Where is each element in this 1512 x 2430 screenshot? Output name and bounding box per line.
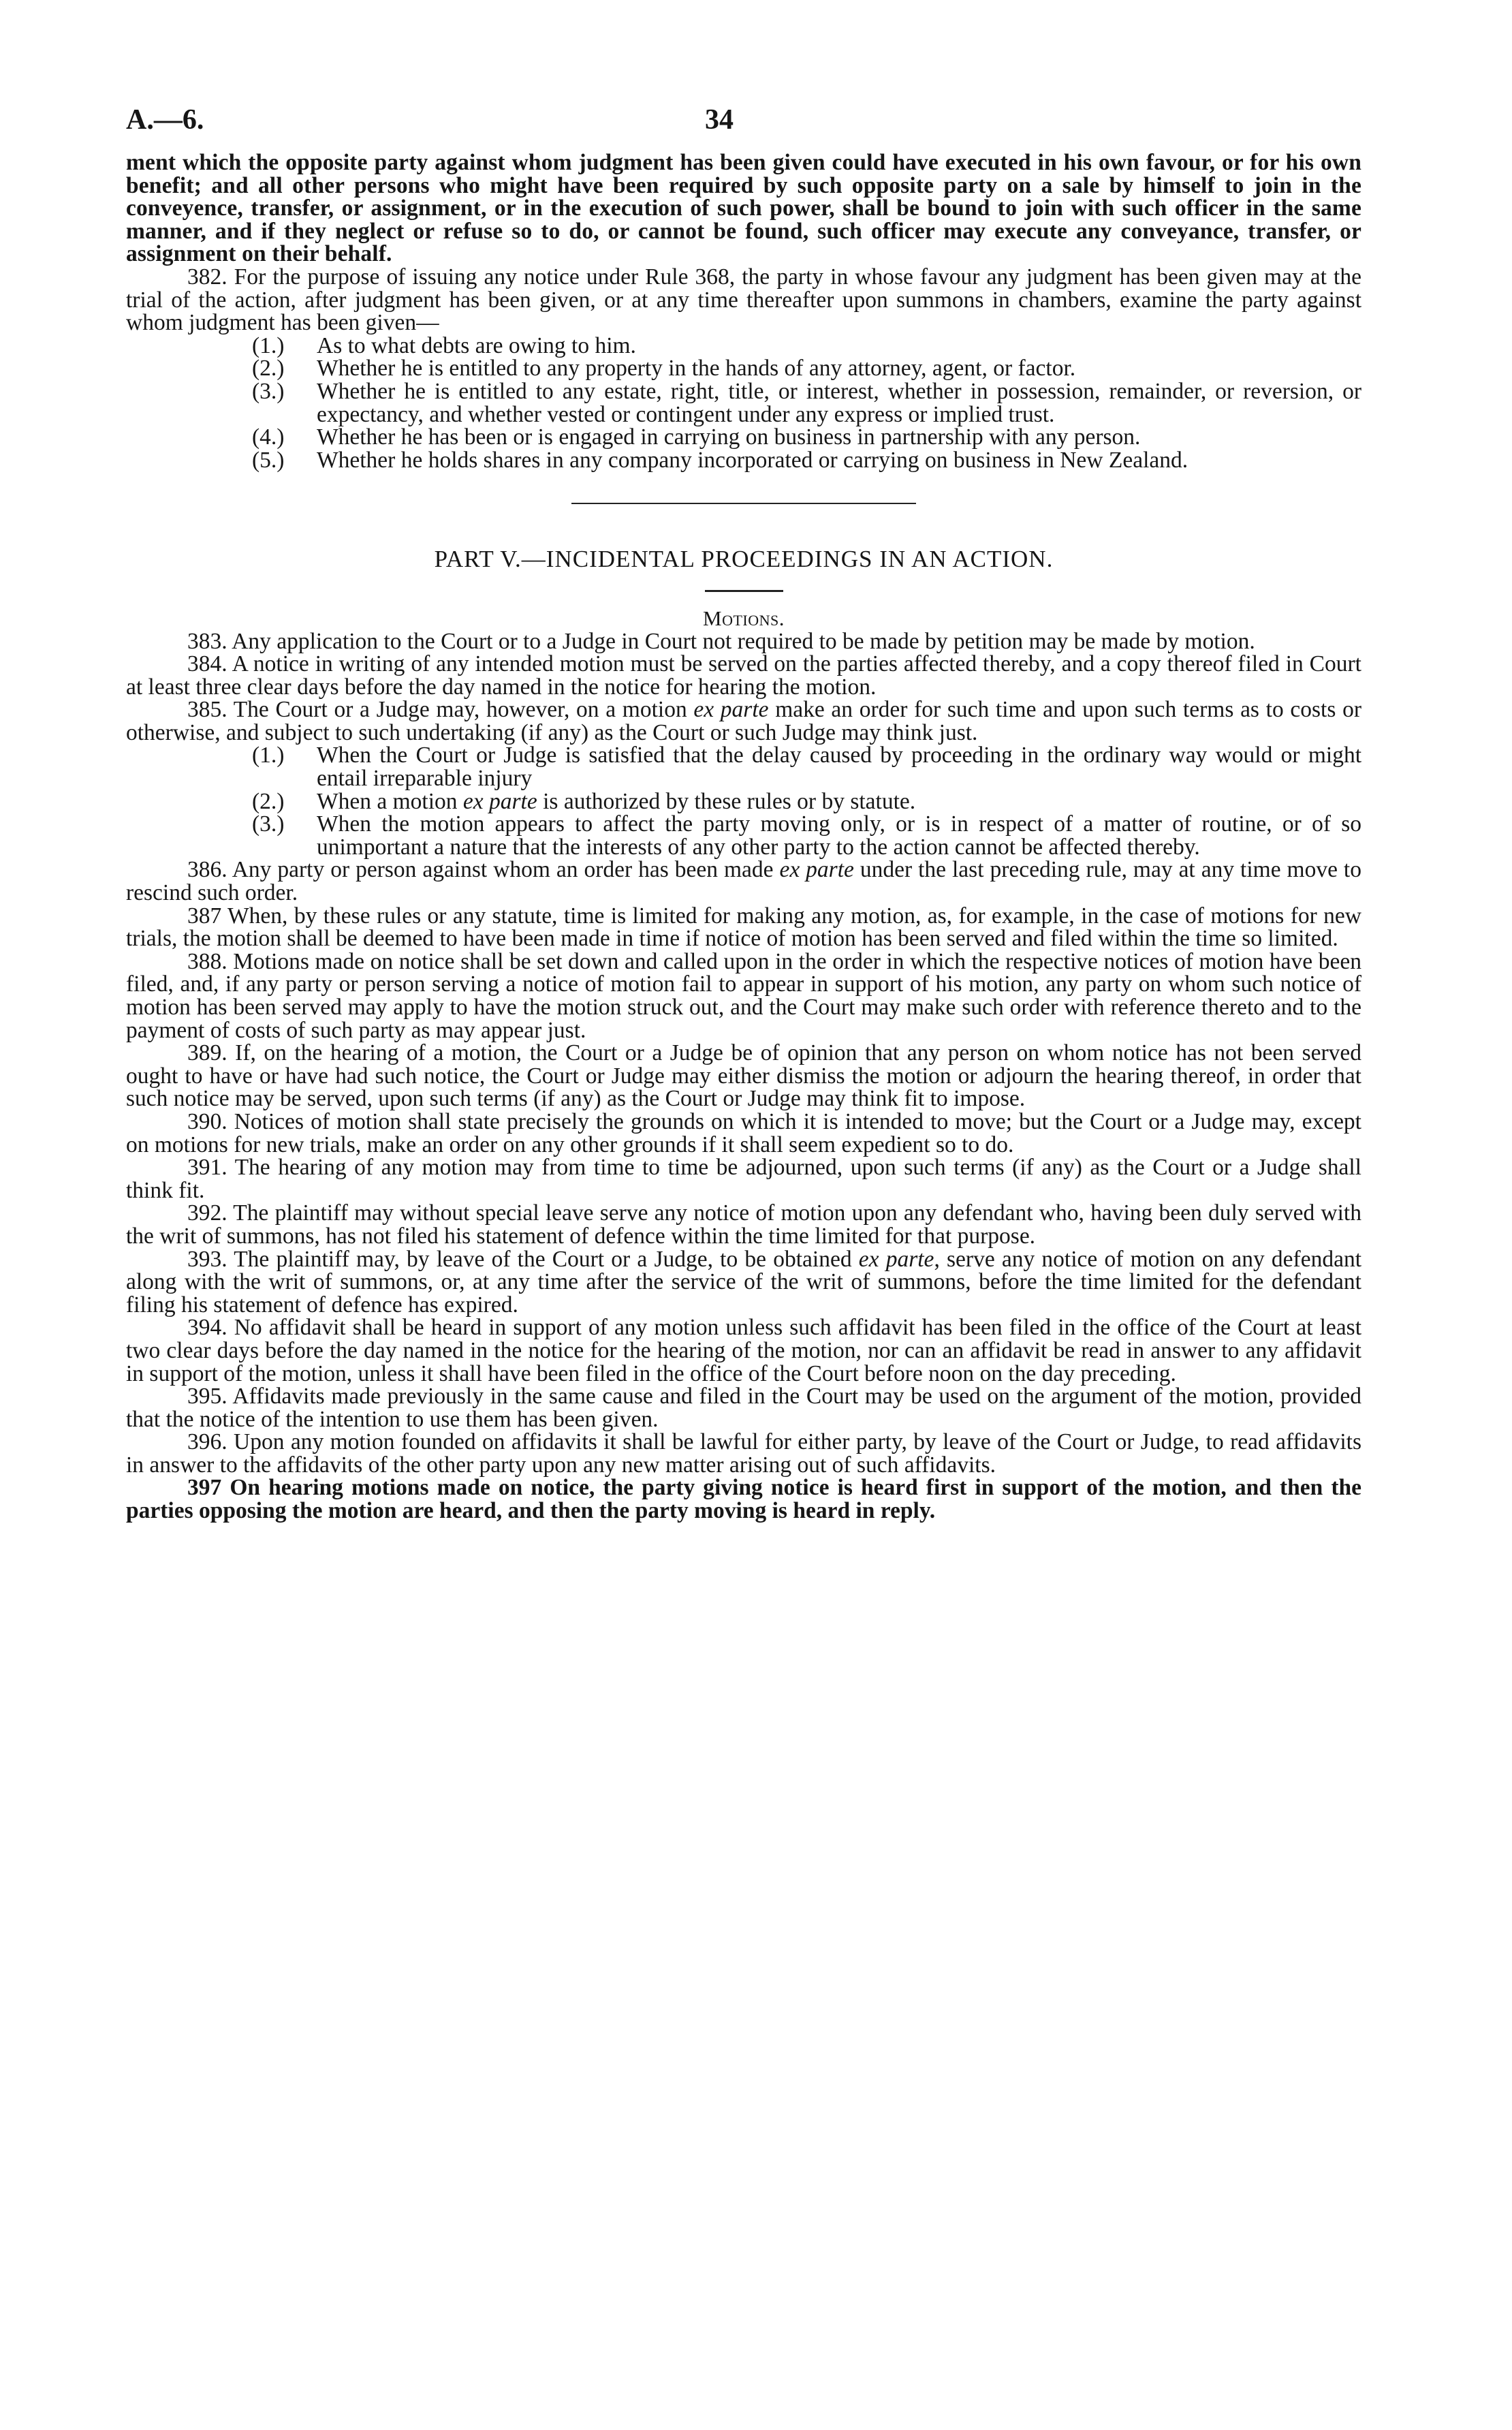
item-number: (4.) <box>252 424 285 450</box>
page-body <box>126 151 1361 1523</box>
page-header <box>0 104 1512 144</box>
item-text: Whether he has been or is engaged in carrying on business in partnership with any person. <box>317 424 1141 450</box>
rule-390: 390. Notices of motion shall state precisely the grounds on which it is intended to move; but the Court or a Judge may, except on motions for new trials, make an order on any other grounds if it shall seem expedient so to do. <box>126 1108 1361 1157</box>
rule-385-item-3 <box>126 813 1361 858</box>
rule-385-item-1 <box>126 744 1361 790</box>
part-heading: PART V.—INCIDENTAL PROCEEDINGS IN AN ACTION. <box>434 546 1054 573</box>
rule-396: 396. Upon any motion founded on affidavits it shall be lawful for either party, by leave of the Court or Judge, to read affidavits in answer to the affidavits of the other party upon any new matter arising out of such affidavits. <box>126 1429 1361 1478</box>
rule-397: 397 On hearing motions made on notice, the party giving notice is heard first in support of the motion, and then the parties opposing the motion are heard, and then the party moving is heard in reply. <box>126 1475 1361 1524</box>
rule-394: 394. No affidavit shall be heard in support of any motion unless such affidavit has been filed in the office of the Court at least two clear days before the day named in the notice for the hearing of the motion, nor can an affidavit be read in answer to any affidavit in support of the motion, unless it shall have been filed in the office of the Court before noon on the day preceding. <box>126 1315 1361 1386</box>
section-heading: Motions. <box>703 606 785 630</box>
item-text: When the motion appears to affect the party moving only, or is in respect of a matter of routine, or of so unimportant a nature that the interests of any other party to the action cannot be affected thereby. <box>317 811 1361 860</box>
item-text: When the Court or Judge is satisfied that the delay caused by proceeding in the ordinary way would or might entail irreparable injury <box>317 743 1361 792</box>
italic-phrase: ex parte <box>462 788 537 814</box>
rule-392: 392. The plaintiff may without special leave serve any notice of motion upon any defendant who, having been duly served with the writ of summons, has not filed his statement of defence within the time limited for that purpose. <box>126 1200 1361 1249</box>
rule-385: 385. The Court or a Judge may, however, on a motion ex parte make an order for such time and upon such terms as to costs or otherwise, and subject to such undertaking (if any) as the Court or such Judge may think just. <box>126 697 1361 745</box>
rule-382-item-1 <box>126 334 1361 358</box>
page-number: 34 <box>705 104 734 136</box>
item-number: (5.) <box>252 447 285 473</box>
item-number: (1.) <box>252 743 285 768</box>
italic-phrase: ex parte <box>858 1246 934 1272</box>
italic-phrase: ex parte <box>779 857 854 883</box>
rule-386: 386. Any party or person against whom an order has been made ex parte under the last preceding rule, may at any time move to rescind such order. <box>126 857 1361 906</box>
rule-395: 395. Affidavits made previously in the same cause and filed in the Court may be used on the argument of the motion, provided that the notice of the intention to use them has been given. <box>126 1384 1361 1432</box>
item-text: Whether he holds shares in any company incorporated or carrying on business in New Zealand. <box>317 447 1188 473</box>
item-number: (2.) <box>252 356 285 381</box>
rule-389: 389. If, on the hearing of a motion, the Court or a Judge be of opinion that any person on whom notice has not been served ought to have or have had such notice, the Court or Judge may either dismiss the motion or adjourn the hearing thereof, in order that such notice may be served, upon such terms (if any) as the Court or Judge may think fit to impose. <box>126 1040 1361 1112</box>
heading-divider <box>705 590 783 592</box>
rule-382-item-3 <box>126 380 1361 426</box>
rule-382-item-2 <box>126 357 1361 380</box>
item-number: (3.) <box>252 811 285 837</box>
rule-382-item-5 <box>126 449 1361 472</box>
rule-385-item-2: (2.) When a motion ex parte is authorized by these rules or by statute. <box>252 788 916 814</box>
document-reference: A.—6. <box>126 104 204 136</box>
rule-388: 388. Motions made on notice shall be set down and called upon in the order in which the respective notices of motion have been filed, and, if any party or person serving a notice of motion fail to appear in support of his motion, any party on whom such notice of motion has been served may apply to have the motion struck out, and the Court may make such order with reference thereto and to the payment of costs of such party as may appear just. <box>126 948 1361 1043</box>
section-divider <box>571 503 916 504</box>
item-number: (1.) <box>252 332 285 358</box>
rule-393: 393. The plaintiff may, by leave of the Court or a Judge, to be obtained ex parte, serve any notice of motion on any defendant along with the writ of summons, or, at any time after the service of the writ of summons, before the time limited for the defendant filing his statement of defence has expired. <box>126 1246 1362 1318</box>
italic-phrase: ex parte <box>693 697 769 723</box>
item-number: (3.) <box>252 378 285 404</box>
item-text: Whether he is entitled to any property in the hands of any attorney, agent, or factor. <box>317 356 1076 381</box>
rule-382: 382. For the purpose of issuing any notice under Rule 368, the party in whose favour any judgment has been given may at the trial of the action, after judgment has been given, or at any time thereafter upon summons in chambers, examine the party against whom judgment has been given— <box>126 264 1361 336</box>
continued-paragraph: ment which the opposite party against whom judgment has been given could have executed in his own favour, or for his own benefit; and all other persons who might have been required by such opposite party on a sale by himself to join in the conveyence, transfer, or assignment, or in the execution of such power, shall be bound to join with such officer in the same manner, and if they neglect or refuse so to do, or cannot be found, such officer may execute any conveyance, transfer, or assignment on their behalf. <box>126 150 1361 267</box>
item-text: As to what debts are owing to him. <box>317 332 636 358</box>
rule-387: 387 When, by these rules or any statute, time is limited for making any motion, as, for example, in the case of motions for new trials, the motion shall be deemed to have been made in time if notice of motion has been served and filed within the time so limited. <box>126 903 1361 952</box>
rule-391: 391. The hearing of any motion may from time to time be adjourned, upon such terms (if any) as the Court or a Judge shall think fit. <box>126 1155 1361 1203</box>
rule-382-item-4 <box>126 426 1361 449</box>
rule-384: 384. A notice in writing of any intended motion must be served on the parties affected thereby, and a copy thereof filed in Court at least three clear days before the day named in the notice for hearing the motion. <box>126 651 1361 700</box>
item-number: (2.) <box>252 788 285 814</box>
rule-383: 383. Any application to the Court or to a Judge in Court not required to be made by petition may be made by motion. <box>187 628 1255 654</box>
item-text: Whether he is entitled to any estate, right, title, or interest, whether in possession, remainder, or reversion, or expectancy, and whether vested or contingent under any express or implied trust. <box>317 378 1361 427</box>
